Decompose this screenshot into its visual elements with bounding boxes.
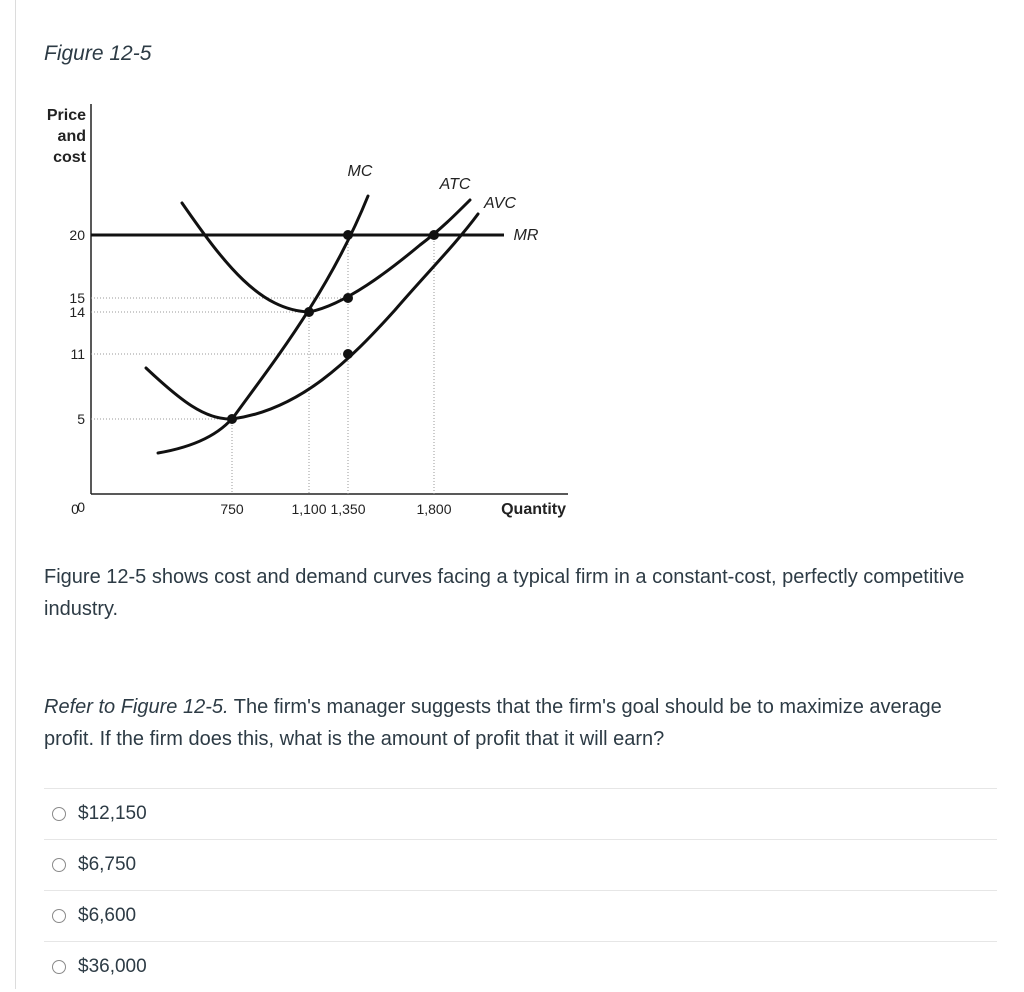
y-tick-label: 11: [70, 346, 85, 362]
atc-label: ATC: [439, 176, 471, 193]
answer-option-2[interactable]: [44, 839, 997, 890]
data-point: [304, 307, 314, 317]
y-tick-label: 0: [77, 499, 85, 515]
mr-label: MR: [513, 227, 539, 244]
x-tick-label: 1,100: [291, 501, 327, 517]
radio-button[interactable]: [52, 960, 66, 974]
y-tick-label: 20: [69, 227, 85, 243]
answer-list: [44, 788, 997, 992]
question-ref: Refer to Figure 12-5.: [44, 696, 229, 718]
atc-curve: [182, 200, 470, 312]
answer-label: $36,000: [78, 956, 147, 977]
y-axis-label: Price: [46, 107, 86, 124]
answer-option-1[interactable]: [44, 788, 997, 839]
answer-label: $6,600: [78, 905, 137, 926]
question-text: [44, 691, 994, 755]
x-tick-label: 1,350: [330, 501, 366, 517]
y-tick-label: 5: [77, 411, 85, 427]
answer-option-3[interactable]: [44, 890, 997, 941]
data-point: [227, 414, 237, 424]
avc-label: AVC: [483, 195, 517, 212]
data-point: [429, 230, 439, 240]
radio-button[interactable]: [52, 909, 66, 923]
figure-description: Figure 12-5 shows cost and demand curves facing a typical firm in a constant-cost, perfectly competitive industry.: [44, 566, 965, 620]
radio-button[interactable]: [52, 858, 66, 872]
y-tick-label: 14: [69, 304, 85, 320]
mc-label: MC: [347, 163, 373, 180]
figure-title: Figure 12-5: [44, 42, 152, 65]
data-point: [343, 349, 353, 359]
y-axis-label: cost: [53, 149, 86, 166]
answer-option-4[interactable]: [44, 941, 997, 992]
answer-label: $6,750: [78, 854, 137, 875]
y-axis-label: and: [57, 128, 86, 145]
question-body: The firm's manager suggests that the firm's goal should be to maximize average profit. If the firm does this, what is the amount of profit that it will earn?: [44, 696, 942, 750]
data-point: [343, 293, 353, 303]
x-tick-label: 1,800: [416, 501, 452, 517]
x-tick-label: 750: [220, 501, 244, 517]
cost-curves-chart: [0, 90, 600, 530]
cost-curves-figure: [0, 90, 600, 530]
y-tick-label: 15: [69, 290, 85, 306]
answer-label: $12,150: [78, 803, 147, 824]
origin-label: 0: [71, 501, 79, 517]
data-point: [343, 230, 353, 240]
radio-button[interactable]: [52, 807, 66, 821]
x-axis-label: Quantity: [501, 501, 566, 518]
avc-curve: [146, 214, 478, 419]
